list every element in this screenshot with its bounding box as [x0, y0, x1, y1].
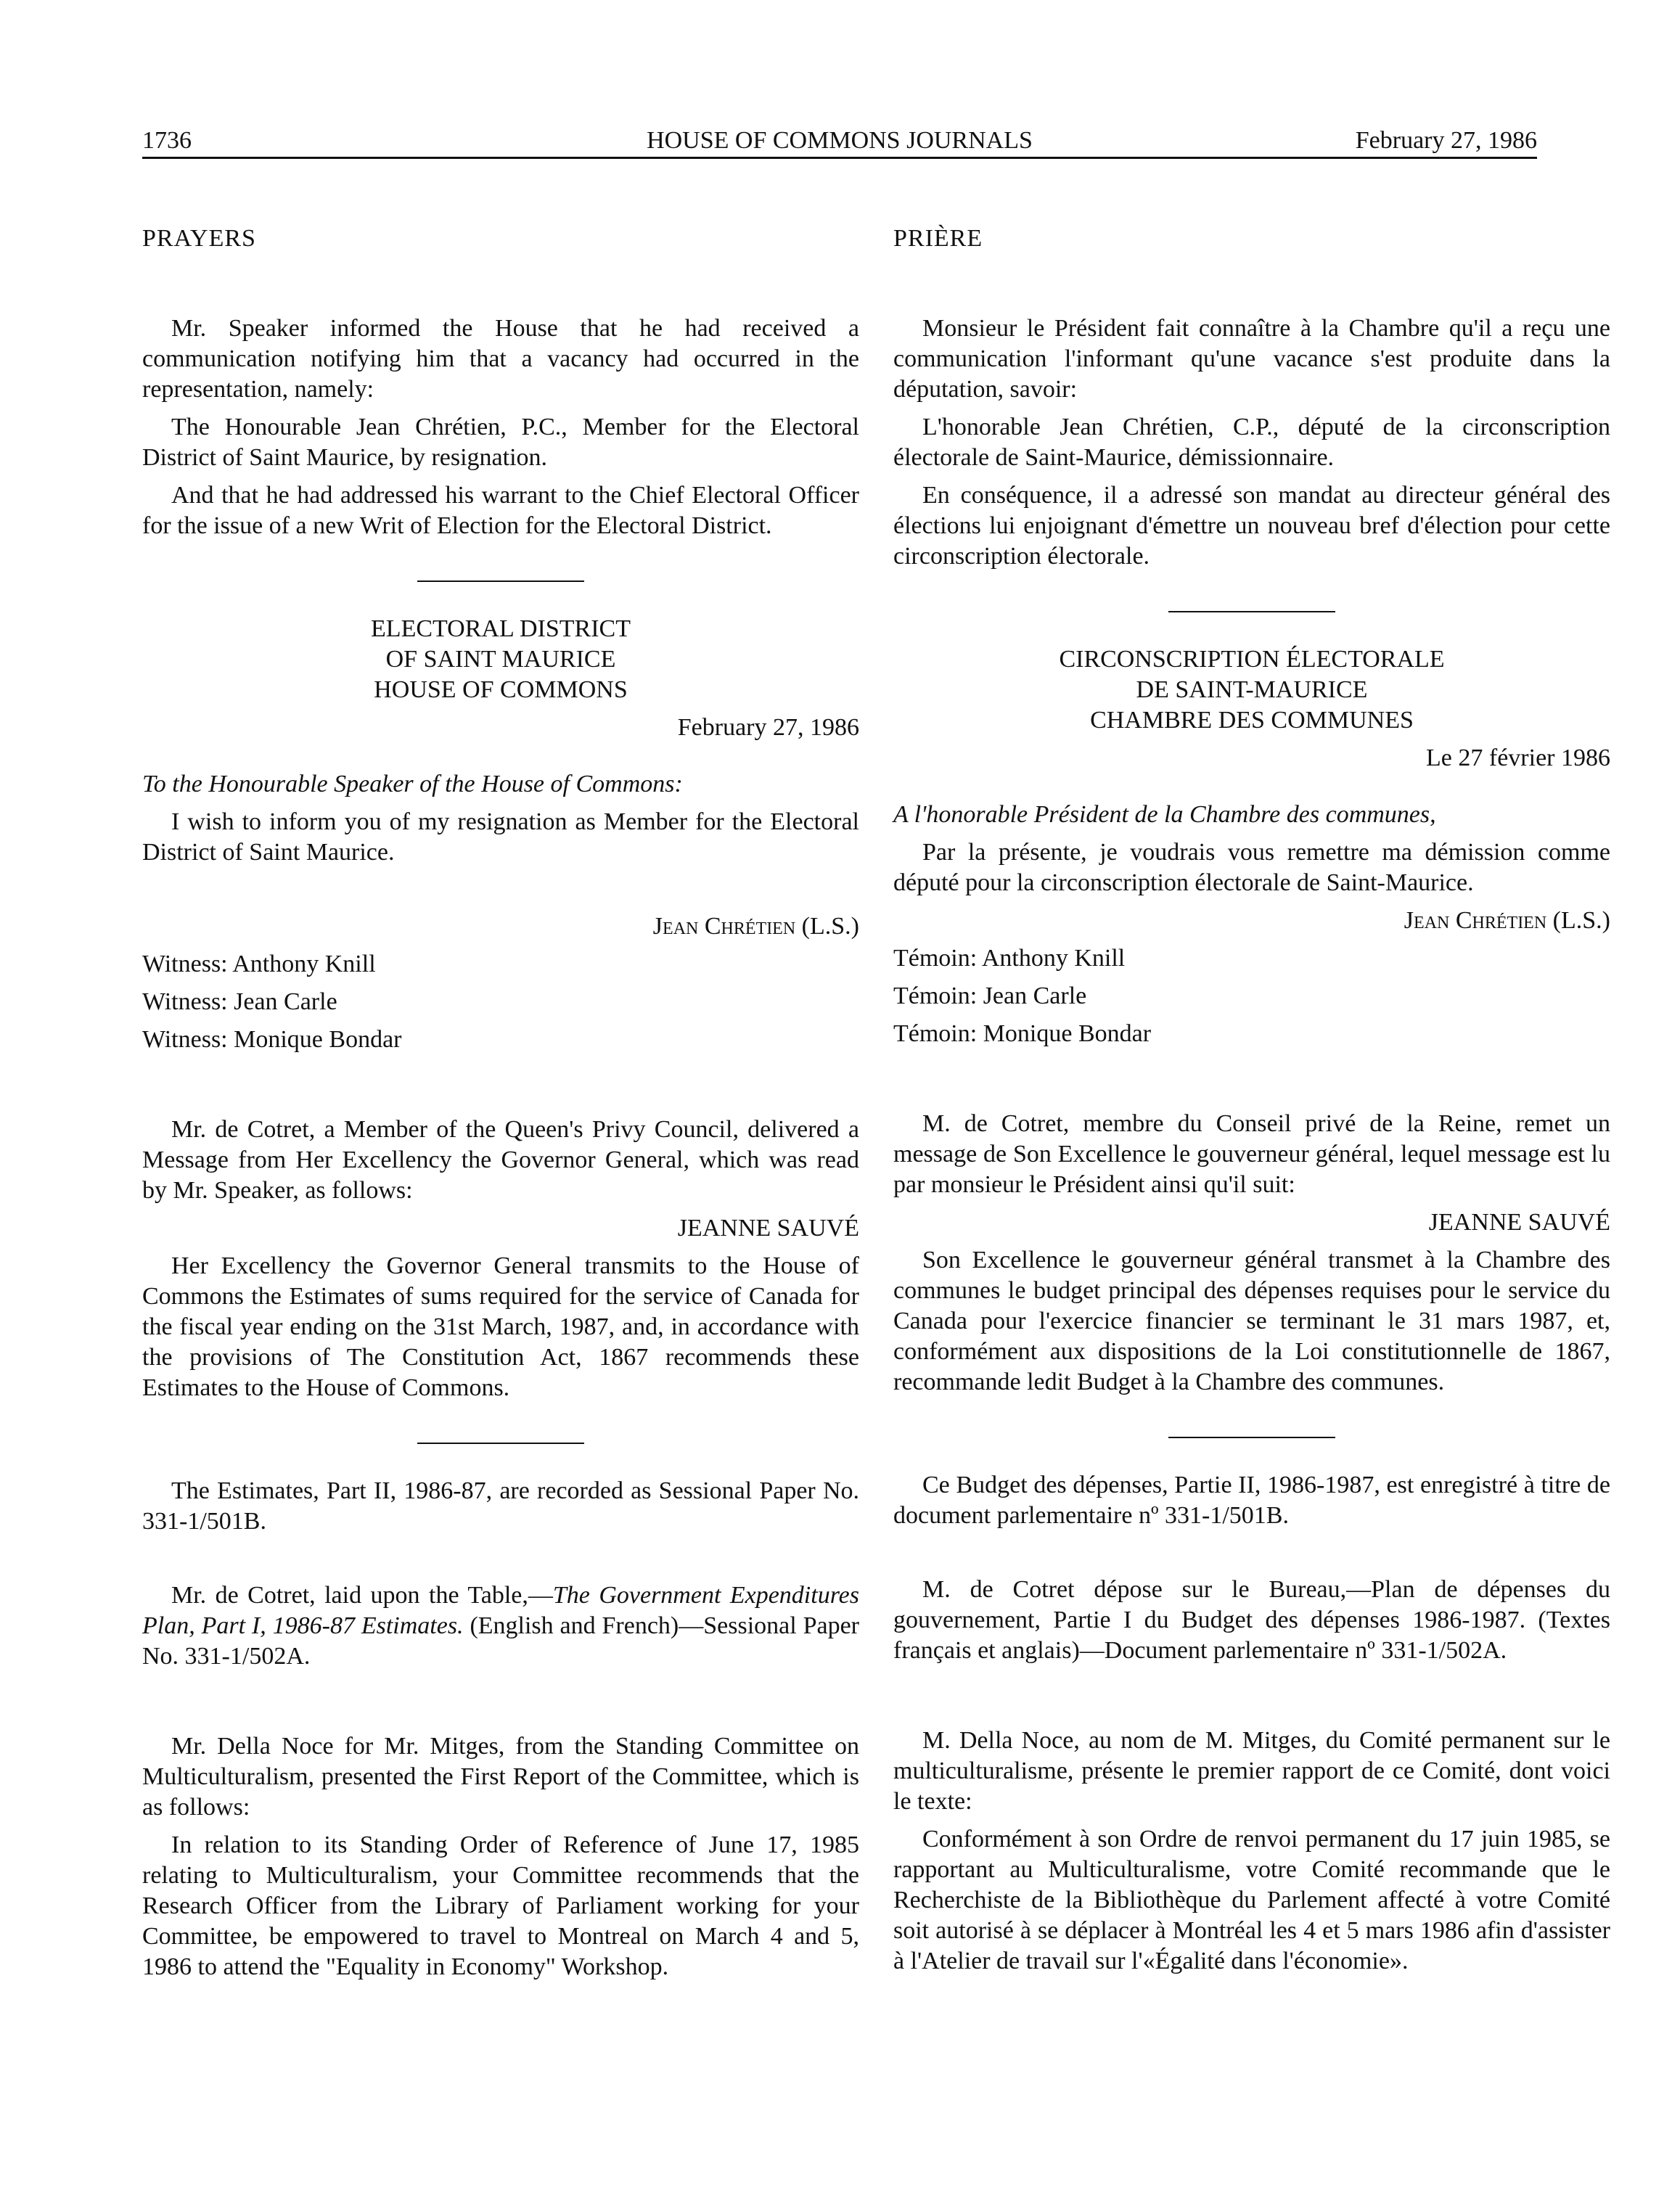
witness: Témoin: Jean Carle — [893, 982, 1087, 1009]
paragraph: And that he had addressed his warrant to the Chief Electoral Officer for the issue of a new Writ of Election for the Electoral District. — [142, 482, 859, 539]
paragraph-tail: (English and French)—Sessional Paper No. 331-1/502A. — [142, 1612, 859, 1670]
paragraph: The Estimates, Part II, 1986-87, are recorded as Sessional Paper No. 331-1/501B. — [142, 1477, 859, 1535]
paragraph — [142, 1580, 859, 1672]
paragraph: Mr. de Cotret, a Member of the Queen's Privy Council, delivered a Message from Her Excellency the Governor General, which was read by Mr. Speaker, as follows: — [142, 1116, 859, 1204]
governor-general-signature: JEANNE SAUVÉ — [677, 1215, 859, 1242]
running-header — [142, 123, 1537, 158]
section-heading: PRAYERS — [142, 225, 256, 252]
paragraph-lead: Mr. de Cotret, laid upon the Table,— — [171, 1582, 553, 1609]
section-heading: PRIÈRE — [893, 225, 983, 252]
letter-title — [893, 644, 1610, 736]
paragraph: Mr. Della Noce for Mr. Mitges, from the Standing Committee on Multiculturalism, presented the First Report of the Committee, which is as follows: — [142, 1733, 859, 1821]
divider — [417, 1443, 584, 1444]
english-column — [142, 210, 859, 1982]
paragraph: M. de Cotret dépose sur le Bureau,—Plan de dépenses du gouvernement, Partie I du Budget des dépenses 1986-1987. (Textes français et anglais)—Document parlementaire nº 331-1/502A. — [893, 1576, 1610, 1664]
witness: Témoin: Monique Bondar — [893, 1020, 1152, 1047]
witness: Witness: Monique Bondar — [142, 1026, 402, 1053]
paragraph: The Honourable Jean Chrétien, P.C., Member for the Electoral District of Saint Maurice, by resignation. — [142, 414, 859, 471]
letter-date: Le 27 février 1986 — [1426, 744, 1610, 771]
witness: Witness: Jean Carle — [142, 988, 337, 1015]
letter-body: I wish to inform you of my resignation as Member for the Electoral District of Saint Maurice. — [142, 808, 859, 866]
journal-title: HOUSE OF COMMONS JOURNALS — [647, 127, 1033, 154]
title-line: HOUSE OF COMMONS — [374, 676, 628, 703]
paragraph: Mr. Speaker informed the House that he had received a communication notifying him that a vacancy had occurred in the representation, namely: — [142, 315, 859, 403]
paragraph: M. de Cotret, membre du Conseil privé de la Reine, remet un message de Son Excellence le gouverneur général, lequel message est lu par monsieur le Président ainsi qu'il suit: — [893, 1110, 1610, 1198]
paragraph: En conséquence, il a adressé son mandat au directeur général des élections lui enjoignant d'émettre un nouveau bref d'élection pour cette circonscription électorale. — [893, 482, 1610, 570]
title-line: CHAMBRE DES COMMUNES — [1090, 707, 1414, 734]
header-date: February 27, 1986 — [1355, 127, 1537, 154]
witness: Witness: Anthony Knill — [142, 951, 376, 977]
salutation: To the Honourable Speaker of the House of Commons: — [142, 771, 683, 797]
page-number: 1736 — [142, 127, 192, 154]
letter-date: February 27, 1986 — [677, 714, 859, 741]
divider — [1168, 611, 1335, 612]
salutation: A l'honorable Président de la Chambre des communes, — [893, 801, 1436, 828]
paragraph: In relation to its Standing Order of Reference of June 17, 1985 relating to Multiculturalism, your Committee recommends that the Research Officer from the Library of Parliament working for your Committee, be empowered to travel to Montreal on March 4 and 5, 1986 to attend the "Equality in Economy" Workshop. — [142, 1831, 859, 1980]
divider — [417, 581, 584, 582]
title-line: OF SAINT MAURICE — [385, 646, 616, 673]
letter-title — [142, 614, 859, 705]
signature: Jean Chrétien (L.S.) — [652, 913, 859, 940]
letter-body: Par la présente, je voudrais vous remettre ma démission comme député pour la circonscription électorale de Saint-Maurice. — [893, 839, 1610, 896]
paragraph: L'honorable Jean Chrétien, C.P., député de la circonscription électorale de Saint-Maurice, démissionnaire. — [893, 414, 1610, 471]
paragraph: Son Excellence le gouverneur général transmet à la Chambre des communes le budget principal des dépenses requises pour le service du Canada pour l'exercice financier se terminant le 31 mars 1987, et, conformément aux dispositions de la Loi constitutionnelle de 1867, recommande ledit Budget à la Chambre des communes. — [893, 1247, 1610, 1395]
witness: Témoin: Anthony Knill — [893, 945, 1126, 972]
paragraph: Monsieur le Président fait connaître à la Chambre qu'il a reçu une communication l'informant qu'une vacance s'est produite dans la députation, savoir: — [893, 315, 1610, 403]
title-line: CIRCONSCRIPTION ÉLECTORALE — [1059, 646, 1445, 673]
title-line: DE SAINT-MAURICE — [1136, 676, 1368, 703]
governor-general-signature: JEANNE SAUVÉ — [1428, 1209, 1610, 1236]
signature: Jean Chrétien (L.S.) — [1404, 907, 1610, 934]
paragraph: Ce Budget des dépenses, Partie II, 1986-1987, est enregistré à titre de document parlementaire nº 331-1/501B. — [893, 1472, 1610, 1529]
paragraph: Her Excellency the Governor General transmits to the House of Commons the Estimates of sums required for the service of Canada for the fiscal year ending on the 31st March, 1987, and, in accordance with the provisions of The Constitution Act, 1867 recommends these Estimates to the House of Commons. — [142, 1252, 859, 1401]
divider — [1168, 1437, 1335, 1438]
document-title: The Government Expenditures Plan, Part I, 1986-87 Estimates. — [142, 1582, 859, 1639]
french-column — [893, 210, 1610, 1977]
title-line: ELECTORAL DISTRICT — [371, 615, 631, 642]
header-rule — [142, 157, 1537, 159]
paragraph: Conformément à son Ordre de renvoi permanent du 17 juin 1985, se rapportant au Multiculturalisme, votre Comité recommande que le Recherchiste de la Bibliothèque du Parlement affecté à votre Comité soit autorisé à se déplacer à Montréal les 4 et 5 mars 1986 afin d'assister à l'Atelier de travail sur l'«Égalité dans l'économie». — [893, 1826, 1610, 1974]
paragraph: M. Della Noce, au nom de M. Mitges, du Comité permanent sur le multiculturalisme, présente le premier rapport de ce Comité, dont voici le texte: — [893, 1727, 1610, 1815]
